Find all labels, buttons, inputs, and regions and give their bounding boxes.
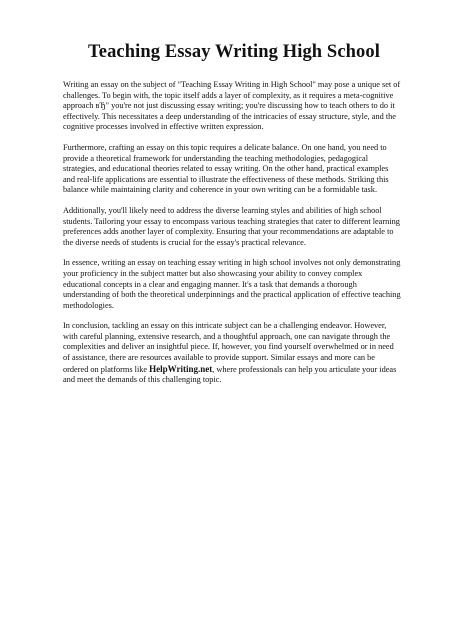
conclusion-text-before-link: In conclusion, tackling an essay on this intricate subject can be a challenging endeavor. However, with careful planning, extensive research, and a thoughtful approach, one can navigate through the complexities and deliver an insightful piece. If, however, you find yourself overwhelmed or in need of assistance, there are resources available to provide support. Similar essays and more can be ordered on platforms like xyxy=(63,321,394,374)
paragraph-balance: Furthermore, crafting an essay on this topic requires a delicate balance. On one hand, you need to provide a theoretical framework for understanding the teaching methodologies, pedagogical strategies, and educational theories related to essay writing. On the other hand, practical examples and real-life applications are essential to illustrate the effectiveness of these methods. Striking this balance while maintaining clarity and coherence in your own writing can be a formidable task. xyxy=(63,142,389,195)
helpwriting-link[interactable]: HelpWriting.net xyxy=(149,363,213,374)
paragraph-essence: In essence, writing an essay on teaching essay writing in high school involves not only demonstrating your proficiency in the subject matter but also showcasing your ability to convey complex educational concepts in a clear and engaging manner. It's a task that demands a thorough understanding of both the theoretical underpinnings and the practical application of effective teaching methodologies. xyxy=(63,258,401,310)
conclusion-text-after-link: , where professionals can help you articulate your ideas and meet the demands of this challenging topic. xyxy=(63,364,397,385)
paragraph-intro: Writing an essay on the subject of "Teaching Essay Writing in High School" may pose a unique set of challenges. To begin with, the topic itself adds a layer of complexity, as it requires a meta-cognitive approach вЂ" you're not just discussing essay writing; you're discussing how to teach others to do it effectively. This necessitates a deep understanding of the intricacies of essay structure, style, and the cognitive processes involved in effective written expression. xyxy=(63,80,401,132)
paragraph-learning-styles: Additionally, you'll likely need to address the diverse learning styles and abilities of high school students. Tailoring your essay to encompass various teaching strategies that cater to different learning preferences adds another layer of complexity. Ensuring that your recommendations are adaptable to the diverse needs of students is crucial for the essay's practical relevance. xyxy=(63,205,400,247)
document-title: Teaching Essay Writing High School xyxy=(88,42,380,62)
paragraph-conclusion xyxy=(63,321,401,386)
